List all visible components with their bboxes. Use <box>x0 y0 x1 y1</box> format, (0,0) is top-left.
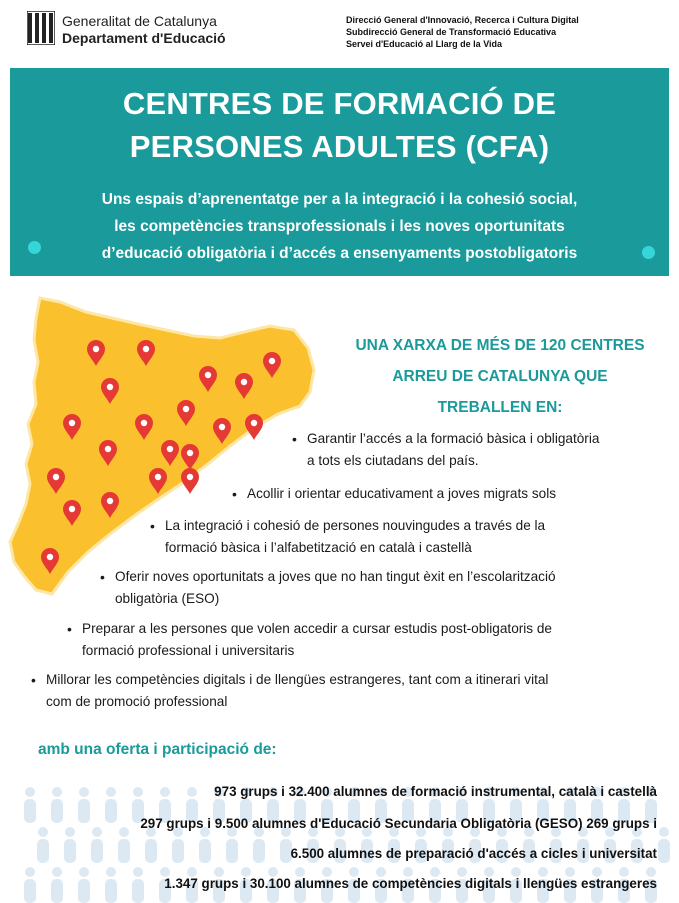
person-silhouette-icon <box>253 827 265 863</box>
list-item <box>292 428 600 472</box>
person-silhouette-icon <box>105 867 117 903</box>
generalitat-bars-icon <box>27 11 55 45</box>
list-item-text: La integració i cohesió de persones nouvingudes a través de la <box>165 518 546 533</box>
gencat-name: Generalitat de Catalunya <box>62 13 217 29</box>
list-item-text: obligatòria (ESO) <box>115 591 220 606</box>
bullet-icon: • <box>232 486 237 502</box>
page-title <box>10 82 669 168</box>
heading-line: TREBALLEN EN: <box>437 399 563 416</box>
title-line: PERSONES ADULTES (CFA) <box>129 129 550 164</box>
person-silhouette-icon <box>78 867 90 903</box>
person-silhouette-icon <box>199 827 211 863</box>
person-silhouette-icon <box>226 827 238 863</box>
list-item-text: Oferir noves oportunitats a joves que no han tingut èxit en l’escolarització <box>115 569 556 584</box>
list-item <box>31 669 549 713</box>
person-silhouette-icon <box>118 827 130 863</box>
person-silhouette-icon <box>24 787 36 823</box>
person-silhouette-icon <box>51 867 63 903</box>
person-silhouette-icon <box>37 827 49 863</box>
bullet-icon: • <box>67 621 72 637</box>
offer-heading: amb una oferta i participació de: <box>38 741 277 758</box>
subtitle-line: d’educació obligatòria i d’accés a ensenyaments postobligatoris <box>101 245 578 262</box>
person-silhouette-icon <box>145 827 157 863</box>
person-silhouette-icon <box>132 867 144 903</box>
banner-subtitle <box>10 186 669 267</box>
list-item-text: a tots els ciutadans del país. <box>307 453 479 468</box>
heading-line: ARREU DE CATALUNYA QUE <box>392 368 608 385</box>
person-silhouette-icon <box>105 787 117 823</box>
subtitle-line: Uns espais d’aprenentatge per a la integració i la cohesió social, <box>101 191 578 208</box>
bullet-icon: • <box>292 431 297 447</box>
location-pin-icon <box>181 468 199 494</box>
title-banner <box>10 68 669 276</box>
title-line: CENTRES DE FORMACIÓ DE <box>122 86 557 121</box>
bullet-icon: • <box>150 518 155 534</box>
subtitle-line: les competències transprofessionals i les noves oportunitats <box>114 218 565 235</box>
offer-line: 297 grups i 9.500 alumnes d'Educació Secundaria Obligatòria (GESO) 269 grups i <box>140 816 657 831</box>
list-item-text: Millorar les competències digitals i de llengües estrangeres, tant com a itinerari vital <box>46 672 549 687</box>
person-silhouette-icon <box>658 827 670 863</box>
network-heading <box>330 330 670 423</box>
person-silhouette-icon <box>24 867 36 903</box>
list-item <box>150 515 546 559</box>
list-item-text: formació professional i universitaris <box>82 643 295 658</box>
service-line: Servei d'Educació al Llarg de la Vida <box>346 39 503 49</box>
list-item-text: com de promoció professional <box>46 694 228 709</box>
person-silhouette-icon <box>91 827 103 863</box>
location-pin-icon <box>245 414 263 440</box>
list-item <box>100 566 556 610</box>
list-item-text: formació bàsica i l’alfabetització en català i castellà <box>165 540 472 555</box>
list-item <box>67 618 552 662</box>
person-silhouette-icon <box>64 827 76 863</box>
directorate-line: Direcció General d'Innovació, Recerca i Cultura Digital <box>346 15 579 25</box>
person-silhouette-icon <box>172 827 184 863</box>
subdirectorate-line: Subdirecció General de Transformació Educativa <box>346 27 557 37</box>
person-silhouette-icon <box>78 787 90 823</box>
list-item-text: Acollir i orientar educativament a joves migrats sols <box>247 486 557 501</box>
offer-line: 6.500 alumnes de preparació d'accés a cicles i universitat <box>290 846 657 861</box>
list-item-text: Garantir l’accés a la formació bàsica i obligatòria <box>307 431 600 446</box>
heading-line: UNA XARXA DE MÉS DE 120 CENTRES <box>355 337 645 354</box>
bullet-icon: • <box>31 672 36 688</box>
decorative-dot <box>642 246 655 259</box>
offer-line: 1.347 grups i 30.100 alumnes de competències digitals i llengües estrangeres <box>164 876 657 891</box>
list-item-text: Preparar a les persones que volen accedir a cursar estudis post-obligatoris de <box>82 621 552 636</box>
bullet-icon: • <box>100 569 105 585</box>
offer-line: 973 grups i 32.400 alumnes de formació instrumental, català i castellà <box>214 784 657 799</box>
person-silhouette-icon <box>51 787 63 823</box>
list-item <box>232 483 557 505</box>
department-name: Departament d'Educació <box>62 30 226 46</box>
decorative-dot <box>28 241 41 254</box>
